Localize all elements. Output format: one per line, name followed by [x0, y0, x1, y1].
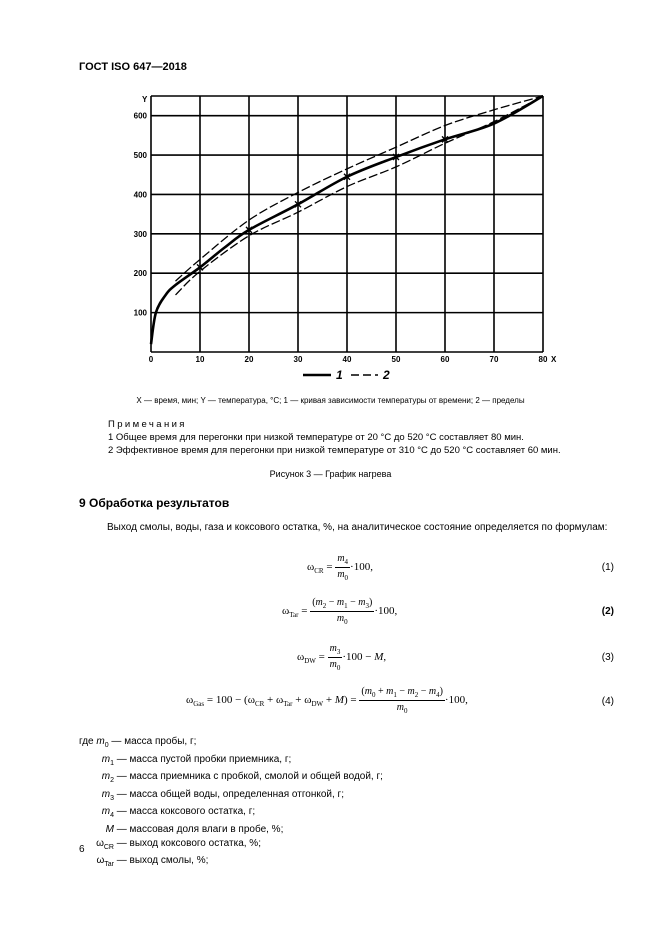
y-tick-label: 500: [133, 151, 147, 161]
x-tick-label: 70: [489, 355, 499, 364]
x-tick-label: 10: [195, 355, 205, 364]
definitions-list: [79, 735, 383, 872]
definition-m2: $m_2$ — масса приемника с пробкой, смолой и общей водой, г;: [101, 771, 383, 785]
equation-number-1: (1): [601, 562, 614, 573]
definition-m3: $m_3$ — масса общей воды, определенная отгонкой, г;: [101, 788, 344, 802]
x-tick-label: 80: [538, 355, 548, 364]
x-tick-label: 0: [148, 355, 154, 364]
formula-2: $\omega_{Tar}$ = $\frac{(m_2 - m_1 - m_3)}{m_0}$ ·100,: [282, 597, 398, 626]
equation-number-3: (3): [601, 652, 614, 663]
chart-caption: X — время, мин; Y — температура, °С; 1 — кривая зависимости температуры от времени; 2 — пределы: [136, 396, 525, 405]
figure-caption: Рисунок 3 — График нагрева: [269, 469, 392, 479]
y-tick-label: 400: [133, 190, 147, 200]
x-tick-label: 30: [293, 355, 303, 364]
notes-block: [108, 418, 561, 457]
formula-4: $\omega_{Gas} = 100 - (\omega_{CR} + \omega_{Tar} + \omega_{DW} + M)$ = $\frac{(m_0 + m_1 - m_2 - m_4)}{m_0}$ ·100,: [186, 686, 468, 715]
x-tick-label: 40: [342, 355, 352, 364]
chart-legend: [303, 368, 390, 382]
note-1: 1 Общее время для перегонки при низкой температуре от 20 °С до 520 °С составляет 80 мин.: [108, 432, 524, 443]
definition-m1: $m_1$ — масса пустой пробки приемника, г;: [101, 753, 292, 767]
series-limit-2: [176, 96, 544, 281]
section-title: 9 Обработка результатов: [79, 496, 230, 510]
equation-number-2: (2): [601, 606, 614, 617]
x-tick-label: 20: [244, 355, 254, 364]
y-axis-label: Y: [142, 95, 148, 104]
definition-m4: $m_4$ — масса коксового остатка, г;: [101, 806, 256, 820]
y-tick-label: 300: [133, 229, 147, 239]
definition-m0: где $m_0$ — масса пробы, г;: [79, 736, 197, 749]
chart-ticks: [134, 112, 548, 364]
definition-wtar: $\omega_{Tar}$ — выход смолы, %;: [96, 855, 209, 869]
legend-label-2: 2: [383, 368, 390, 382]
intro-paragraph: Выход смолы, воды, газа и коксового остатка, %, на аналитическое состояние определяется по формулам:: [107, 522, 608, 533]
equation-number-4: (4): [601, 696, 614, 707]
y-tick-label: 200: [133, 269, 147, 279]
x-tick-label: 60: [440, 355, 450, 364]
x-axis-label: X: [551, 355, 557, 364]
document-header: ГОСТ ISO 647—2018: [79, 61, 187, 73]
y-tick-label: 100: [133, 308, 147, 318]
notes-title: Примечания: [108, 419, 187, 430]
formula-3: $\omega_{DW}$ = $\frac{m_3}{m_0}$ ·100 − M,: [297, 643, 387, 672]
x-tick-label: 50: [391, 355, 401, 364]
heating-chart: [130, 88, 570, 388]
definitions-lead: где: [79, 736, 94, 747]
y-tick-label: 600: [133, 111, 147, 121]
legend-label-1: 1: [336, 368, 343, 382]
definition-M: M — массовая доля влаги в пробе, %;: [105, 823, 284, 835]
definition-wcr: $\omega_{CR}$ — выход коксового остатка, %;: [96, 837, 261, 851]
page-number: 6: [79, 844, 85, 855]
formula-1: $\omega_{CR}$ = $\frac{m_4}{m_0}$ ·100,: [307, 553, 373, 582]
chart-grid: [151, 96, 543, 352]
note-2: 2 Эффективное время для перегонки при низкой температуре от 310 °С до 520 °С составляет 60 мин.: [108, 445, 561, 456]
